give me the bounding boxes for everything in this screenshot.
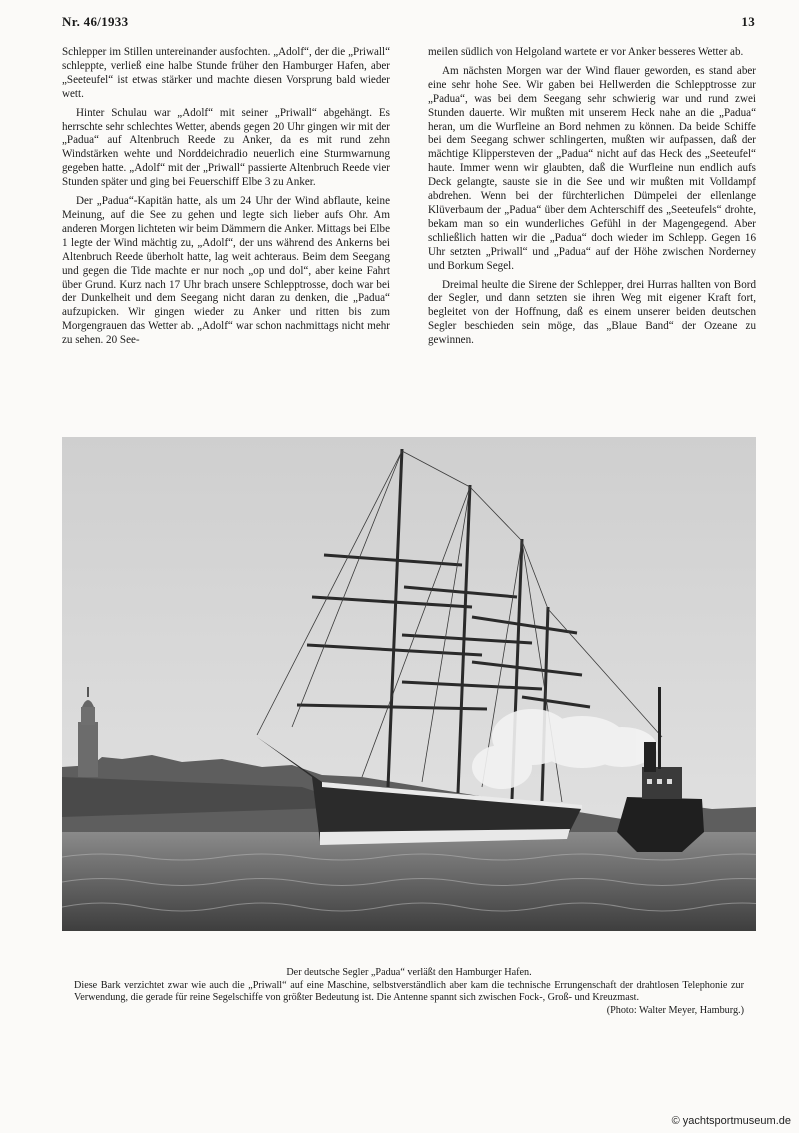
photo-caption [62, 967, 756, 1017]
caption-description [62, 979, 756, 1016]
issue-number: Nr. 46/1933 [62, 14, 129, 29]
caption-title: Der deutsche Segler „Padua“ verläßt den Hamburger Hafen. [286, 967, 532, 978]
paragraph: Hinter Schulau war „Adolf“ mit seiner „Priwall“ abgehängt. Es herrschte sehr schlechtes Wetter, abends gegen 20 Uhr gingen wir mit der „Padua“ auf Altenbruch Reede zu Anker, da es mit rund zehn Windstärken wehte und Norddeichradio neuerlich eine Sturmwarnung gegeben hatte. „Adolf“ mit der „Priwall“ passierte Altenbruch Reede vier Stunden später und ging bei Feuerschiff Elbe 3 zu Anker. [62, 106, 390, 189]
ship-photograph [62, 437, 756, 931]
article-body [62, 46, 756, 353]
page-number: 13 [741, 14, 755, 29]
caption-text: Diese Bark verzichtet zwar wie auch die „Priwall“ auf eine Maschine, selbstverständlich aber kam die technische Errungenschaft der drahtlosen Telephonie zur Verwendung, die gerade für reine Segelschiffe von größter Bedeutung ist. Die Antenne spannt sich zwischen Fock-, Groß- und Kreuzmast. [74, 979, 744, 1004]
right-column [428, 46, 756, 353]
paragraph: meilen südlich von Helgoland wartete er vor Anker besseres Wetter ab. [428, 46, 744, 58]
page-header [62, 14, 755, 30]
paragraph: Schlepper im Stillen untereinander ausfochten. „Adolf“, der die „Priwall“ schleppte, verließ eine halbe Stunde früher den Hamburger Hafen, aber „Seeteufel“ ist etwas stärker und machte diesen Vorsprung bald wieder wett. [62, 46, 390, 100]
left-column [62, 46, 390, 353]
paragraph: Der „Padua“-Kapitän hatte, als um 24 Uhr der Wind abflaute, keine Meinung, auf die See zu gehen und legte sich lieber aufs Ohr. Am anderen Morgen lichteten wir beim Dämmern die Anker. Mittags bei Elbe 1 legte der Wind mächtig zu, „Adolf“, der uns während des Ankerns bei Altenbruch Reede überholt hatte, lag weit achteraus. Beim dem Seegang und gegen die Tide machte er nur noch „op und dol“, aber keine Fahrt über Grund. Kurz nach 17 Uhr brach unsere Schlepptrosse, doch war bei der Dunkelheit und dem Seegang nicht daran zu denken, die „Padua“ aufzupicken. Wir gingen wieder zu Anker und ritten bis zum Morgengrauen das Wetter ab. „Adolf“ war schon nachmittags nicht mehr zu sehen. 20 See- [62, 195, 390, 347]
photo-credit: (Photo: Walter Meyer, Hamburg.) [606, 1004, 744, 1016]
paragraph: Am nächsten Morgen war der Wind flauer geworden, es stand aber eine sehr hohe See. Wir gaben bei Hellwerden die Schlepptrosse zur „Padua“, was bei dem Seegang sehr schwierig war und rund zwei Stunden dauerte. Wir mußten mit unserem Heck nahe an die „Padua“ heran, um die Wurfleine an Bord nehmen zu können. Da beide Schiffe bei dem Seegang schwer schlingerten, mußten wir aufpassen, daß der mächtige Klippersteven der „Padua“ nicht auf das Heck des „Seeteufel“ haute. Immer wenn wir glaubten, daß die Wurfleine nun endlich aufs Deck gelangte, sauste sie in die See und wir mußten mit Volldampf abdrehen. Wenn bei der fürchterlichen Dümpelei der ellenlange Klüverbaum der „Padua“ über dem Achterschiff des „Seeteufels“ drohte, bekam man so ein wunderliches Gefühl in der Magengegend. Aber schließlich hatten wir die „Padua“ doch wieder im Schlepp. Gegen 16 Uhr setzten „Priwall“ und „Padua“ auf der Höhe zwischen Norderney und Borkum Segel. [428, 64, 756, 272]
paragraph: Dreimal heulte die Sirene der Schlepper, drei Hurras hallten von Bord der Segler, und dann setzten sie ihren Weg mit eigener Kraft fort, begleitet von der Hoffnung, daß es einem unserer beiden deutschen Segler beschieden sein möge, das „Blaue Band“ der Ozeane zu gewinnen. [428, 278, 756, 347]
watermark: © yachtsportmuseum.de [671, 1115, 791, 1127]
